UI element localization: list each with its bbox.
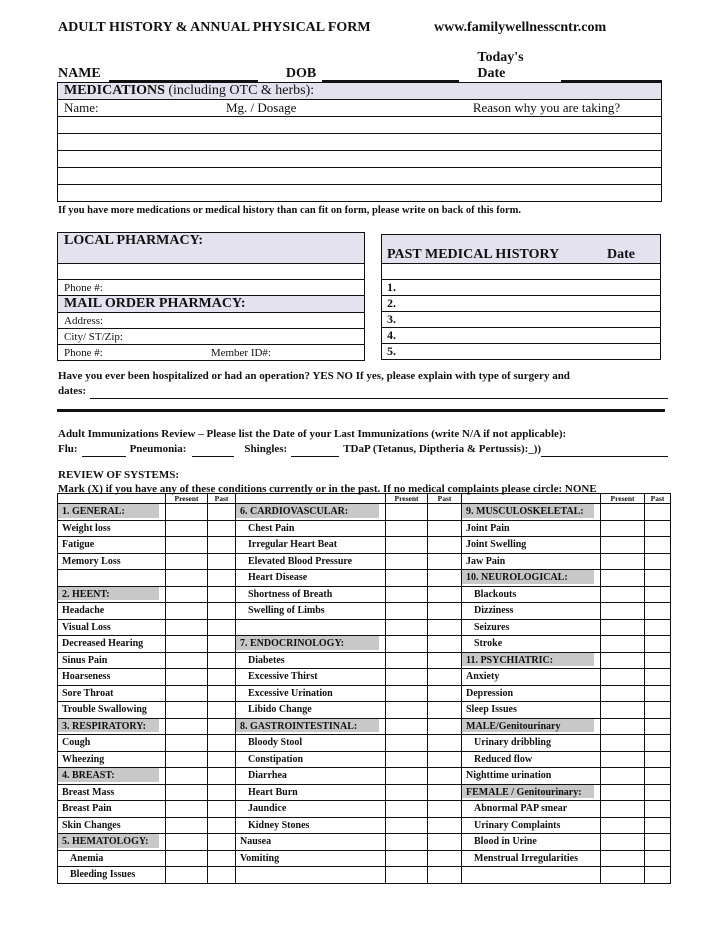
- present-checkbox[interactable]: [386, 834, 428, 851]
- present-checkbox[interactable]: [601, 504, 645, 521]
- past-checkbox[interactable]: [645, 537, 671, 554]
- present-checkbox[interactable]: [166, 636, 208, 653]
- dob-field[interactable]: [322, 66, 459, 82]
- ros-condition-label: Diarrhea: [236, 768, 386, 785]
- past-checkbox[interactable]: [208, 520, 236, 537]
- ros-blank-cell: [236, 619, 386, 636]
- present-checkbox[interactable]: [166, 850, 208, 867]
- immunizations-section: Adult Immunizations Review – Please list the Date of your Last Immunizations (write N/A if not applicable): Flu: Pneumonia: Shingles: TDaP (Tetanus, Diptheria & Pertussis):_)): [58, 427, 668, 457]
- past-checkbox[interactable]: [645, 652, 671, 669]
- past-checkbox[interactable]: [645, 636, 671, 653]
- present-checkbox[interactable]: [386, 867, 428, 884]
- present-checkbox[interactable]: [386, 537, 428, 554]
- ros-section-header: 6. CARDIOVASCULAR:: [236, 504, 386, 521]
- pmh-entry-row[interactable]: 5.: [382, 344, 661, 360]
- present-checkbox[interactable]: [386, 619, 428, 636]
- ros-condition-label: Chest Pain: [236, 520, 386, 537]
- present-checkbox[interactable]: [166, 685, 208, 702]
- present-checkbox[interactable]: [166, 867, 208, 884]
- pharmacy-table: [57, 232, 365, 361]
- section-divider: [57, 409, 665, 412]
- ros-row: [58, 768, 671, 785]
- present-checkbox[interactable]: [386, 520, 428, 537]
- local-pharmacy-field[interactable]: [58, 264, 365, 280]
- ros-condition-label: Constipation: [236, 751, 386, 768]
- present-checkbox[interactable]: [601, 652, 645, 669]
- past-checkbox[interactable]: [208, 801, 236, 818]
- past-checkbox[interactable]: [428, 784, 462, 801]
- present-checkbox[interactable]: [601, 751, 645, 768]
- past-checkbox[interactable]: [208, 834, 236, 851]
- ros-condition-label: Visual Loss: [58, 619, 166, 636]
- ros-section-header: 8. GASTROINTESTINAL:: [236, 718, 386, 735]
- past-checkbox[interactable]: [428, 751, 462, 768]
- present-checkbox[interactable]: [386, 801, 428, 818]
- present-checkbox[interactable]: [386, 850, 428, 867]
- ros-row: [58, 553, 671, 570]
- pmh-entry-row[interactable]: 2.: [382, 296, 661, 312]
- present-checkbox[interactable]: [166, 537, 208, 554]
- past-checkbox[interactable]: [208, 669, 236, 686]
- ros-condition-label: Joint Pain: [462, 520, 601, 537]
- past-checkbox[interactable]: [428, 834, 462, 851]
- present-checkbox[interactable]: [386, 685, 428, 702]
- past-header: Past: [208, 494, 236, 504]
- past-checkbox[interactable]: [208, 718, 236, 735]
- past-checkbox[interactable]: [645, 850, 671, 867]
- past-checkbox[interactable]: [208, 784, 236, 801]
- ros-condition-label: Blackouts: [462, 586, 601, 603]
- present-checkbox[interactable]: [601, 570, 645, 587]
- present-checkbox[interactable]: [601, 735, 645, 752]
- past-checkbox[interactable]: [208, 636, 236, 653]
- ros-section-header: 5. HEMATOLOGY:: [58, 834, 166, 851]
- past-checkbox[interactable]: [645, 718, 671, 735]
- present-checkbox[interactable]: [601, 718, 645, 735]
- ros-condition-label: Excessive Thirst: [236, 669, 386, 686]
- past-checkbox[interactable]: [208, 685, 236, 702]
- ros-condition-label: Dizziness: [462, 603, 601, 620]
- present-checkbox[interactable]: [601, 867, 645, 884]
- past-checkbox[interactable]: [208, 751, 236, 768]
- ros-row: [58, 586, 671, 603]
- ros-section-header: 9. MUSCULOSKELETAL:: [462, 504, 601, 521]
- name-field[interactable]: [109, 66, 258, 82]
- ros-condition-label: Seizures: [462, 619, 601, 636]
- dob-label: DOB: [285, 66, 317, 81]
- tdap-field[interactable]: [541, 446, 668, 457]
- present-checkbox[interactable]: [166, 603, 208, 620]
- ros-condition-label: Reduced flow: [462, 751, 601, 768]
- past-checkbox[interactable]: [645, 586, 671, 603]
- ros-instructions: Mark (X) if you have any of these conditions currently or in the past. If no medical complaints please circle: NONE: [58, 483, 597, 495]
- ros-section-header: 7. ENDOCRINOLOGY:: [236, 636, 386, 653]
- past-checkbox[interactable]: [428, 801, 462, 818]
- ros-blank-cell: [58, 570, 166, 587]
- present-checkbox[interactable]: [166, 652, 208, 669]
- ros-condition-label: Cough: [58, 735, 166, 752]
- ros-condition-label: Decreased Hearing: [58, 636, 166, 653]
- ros-row: [58, 834, 671, 851]
- past-medical-history-table: [381, 234, 661, 360]
- pmh-entry-row[interactable]: 3.: [382, 312, 661, 328]
- ros-condition-label: Depression: [462, 685, 601, 702]
- present-checkbox[interactable]: [386, 751, 428, 768]
- ros-condition-label: Headache: [58, 603, 166, 620]
- past-checkbox[interactable]: [428, 817, 462, 834]
- present-checkbox[interactable]: [601, 619, 645, 636]
- ros-row: [58, 817, 671, 834]
- ros-condition-label: Abnormal PAP smear: [462, 801, 601, 818]
- medication-entry-field[interactable]: [58, 117, 662, 134]
- ros-heading: [58, 468, 597, 496]
- ros-condition-label: Menstrual Irregularities: [462, 850, 601, 867]
- present-checkbox[interactable]: [166, 784, 208, 801]
- patient-id-row: [58, 50, 662, 82]
- ros-row: [58, 669, 671, 686]
- past-checkbox[interactable]: [645, 784, 671, 801]
- present-checkbox[interactable]: [386, 718, 428, 735]
- ros-condition-label: Trouble Swallowing: [58, 702, 166, 719]
- ros-condition-label: Breast Mass: [58, 784, 166, 801]
- present-checkbox[interactable]: [166, 619, 208, 636]
- ros-condition-label: Weight loss: [58, 520, 166, 537]
- mail-pharmacy-title: MAIL ORDER PHARMACY:: [58, 296, 365, 313]
- ros-condition-label: Urinary Complaints: [462, 817, 601, 834]
- med-col-reason: Reason why you are taking?: [432, 100, 662, 117]
- ros-condition-label: Memory Loss: [58, 553, 166, 570]
- med-col-dosage: Mg. / Dosage: [220, 100, 432, 117]
- pneumonia-field[interactable]: [192, 446, 234, 457]
- form-title: ADULT HISTORY & ANNUAL PHYSICAL FORM: [58, 20, 371, 35]
- ros-condition-label: Excessive Urination: [236, 685, 386, 702]
- ros-condition-label: Jaundice: [236, 801, 386, 818]
- ros-condition-label: Jaw Pain: [462, 553, 601, 570]
- medication-row[interactable]: [58, 151, 662, 168]
- ros-condition-label: Shortness of Breath: [236, 586, 386, 603]
- present-checkbox[interactable]: [166, 570, 208, 587]
- past-header: Past: [645, 494, 671, 504]
- past-checkbox[interactable]: [428, 735, 462, 752]
- present-checkbox[interactable]: [166, 702, 208, 719]
- past-checkbox[interactable]: [208, 586, 236, 603]
- local-pharmacy-title: LOCAL PHARMACY:: [58, 233, 365, 264]
- present-header: Present: [166, 494, 208, 504]
- ros-row: [58, 718, 671, 735]
- present-checkbox[interactable]: [386, 636, 428, 653]
- medication-entry-field[interactable]: [58, 151, 662, 168]
- past-checkbox[interactable]: [428, 702, 462, 719]
- pmh-entry-row[interactable]: 1.: [382, 280, 661, 296]
- present-checkbox[interactable]: [386, 652, 428, 669]
- ros-condition-label: Irregular Heart Beat: [236, 537, 386, 554]
- mail-phone-field[interactable]: Phone #: Member ID#:: [58, 345, 365, 361]
- immunizations-intro: Adult Immunizations Review – Please list the Date of your Last Immunizations (write N/A if not applicable):: [58, 428, 567, 440]
- present-checkbox[interactable]: [386, 504, 428, 521]
- medications-note: If you have more medications or medical history than can fit on form, please write on back of this form.: [58, 205, 522, 216]
- past-checkbox[interactable]: [428, 520, 462, 537]
- mail-city-field[interactable]: City/ ST/Zip:: [58, 329, 365, 345]
- ros-section-header: 1. GENERAL:: [58, 504, 166, 521]
- ros-row: [58, 570, 671, 587]
- past-checkbox[interactable]: [428, 504, 462, 521]
- present-checkbox[interactable]: [386, 570, 428, 587]
- medications-header: MEDICATIONS (including OTC & herbs):: [58, 83, 662, 100]
- pmh-blank-row[interactable]: [382, 264, 661, 280]
- review-of-systems-table: [57, 493, 671, 884]
- ros-row: [58, 603, 671, 620]
- ros-condition-label: Stroke: [462, 636, 601, 653]
- past-checkbox[interactable]: [645, 817, 671, 834]
- present-checkbox[interactable]: [166, 586, 208, 603]
- ros-condition-label: Anxiety: [462, 669, 601, 686]
- med-col-name: Name:: [58, 100, 221, 117]
- past-checkbox[interactable]: [645, 834, 671, 851]
- present-checkbox[interactable]: [601, 520, 645, 537]
- ros-row: [58, 652, 671, 669]
- past-checkbox[interactable]: [208, 817, 236, 834]
- past-checkbox[interactable]: [428, 718, 462, 735]
- ros-row: [58, 619, 671, 636]
- ros-condition-label: Diabetes: [236, 652, 386, 669]
- present-checkbox[interactable]: [386, 603, 428, 620]
- medication-entry-field[interactable]: [58, 168, 662, 185]
- ros-condition-label: Nausea: [236, 834, 386, 851]
- present-checkbox[interactable]: [601, 801, 645, 818]
- ros-row: [58, 735, 671, 752]
- present-checkbox[interactable]: [166, 735, 208, 752]
- ros-condition-label: Bleeding Issues: [58, 867, 166, 884]
- present-checkbox[interactable]: [386, 669, 428, 686]
- past-checkbox[interactable]: [208, 768, 236, 785]
- shingles-field[interactable]: [291, 446, 339, 457]
- ros-condition-label: Kidney Stones: [236, 817, 386, 834]
- present-checkbox[interactable]: [601, 784, 645, 801]
- present-checkbox[interactable]: [601, 603, 645, 620]
- present-checkbox[interactable]: [166, 553, 208, 570]
- present-checkbox[interactable]: [601, 834, 645, 851]
- past-checkbox[interactable]: [645, 603, 671, 620]
- past-checkbox[interactable]: [208, 867, 236, 884]
- present-checkbox[interactable]: [601, 553, 645, 570]
- medication-row[interactable]: [58, 117, 662, 134]
- present-checkbox[interactable]: [601, 702, 645, 719]
- ros-condition-label: Skin Changes: [58, 817, 166, 834]
- present-checkbox[interactable]: [601, 817, 645, 834]
- ros-section-header: MALE/Genitourinary: [462, 718, 601, 735]
- mail-address-field[interactable]: Address:: [58, 313, 365, 329]
- past-checkbox[interactable]: [428, 537, 462, 554]
- past-checkbox[interactable]: [645, 751, 671, 768]
- present-checkbox[interactable]: [166, 834, 208, 851]
- pmh-header: PAST MEDICAL HISTORY Date: [382, 235, 661, 264]
- present-checkbox[interactable]: [386, 735, 428, 752]
- past-checkbox[interactable]: [428, 586, 462, 603]
- past-checkbox[interactable]: [645, 553, 671, 570]
- past-checkbox[interactable]: [428, 867, 462, 884]
- ros-row: [58, 850, 671, 867]
- ros-row: [58, 537, 671, 554]
- ros-blank-header: [58, 494, 166, 504]
- present-checkbox[interactable]: [386, 553, 428, 570]
- past-checkbox[interactable]: [645, 867, 671, 884]
- ros-section-header: 11. PSYCHIATRIC:: [462, 652, 601, 669]
- ros-row: [58, 702, 671, 719]
- past-checkbox[interactable]: [208, 504, 236, 521]
- present-checkbox[interactable]: [601, 636, 645, 653]
- present-checkbox[interactable]: [601, 768, 645, 785]
- ros-section-header: 4. BREAST:: [58, 768, 166, 785]
- present-checkbox[interactable]: [386, 586, 428, 603]
- ros-row: [58, 867, 671, 884]
- local-phone-field[interactable]: Phone #:: [58, 280, 365, 296]
- past-checkbox[interactable]: [208, 537, 236, 554]
- ros-blank-cell: [462, 867, 601, 884]
- today-date-label: Today's Date: [477, 50, 524, 81]
- present-checkbox[interactable]: [166, 504, 208, 521]
- past-checkbox[interactable]: [428, 652, 462, 669]
- medication-entry-field[interactable]: [58, 134, 662, 151]
- medication-entry-field[interactable]: [58, 185, 662, 202]
- ros-condition-label: Urinary dribbling: [462, 735, 601, 752]
- past-checkbox[interactable]: [428, 768, 462, 785]
- present-checkbox[interactable]: [166, 669, 208, 686]
- present-checkbox[interactable]: [166, 768, 208, 785]
- past-checkbox[interactable]: [428, 619, 462, 636]
- past-checkbox[interactable]: [645, 504, 671, 521]
- present-checkbox[interactable]: [166, 718, 208, 735]
- ros-condition-label: Fatigue: [58, 537, 166, 554]
- past-checkbox[interactable]: [208, 553, 236, 570]
- ros-section-header: 3. RESPIRATORY:: [58, 718, 166, 735]
- ros-condition-label: Vomiting: [236, 850, 386, 867]
- ros-condition-label: Wheezing: [58, 751, 166, 768]
- past-checkbox[interactable]: [428, 685, 462, 702]
- ros-condition-label: Sleep Issues: [462, 702, 601, 719]
- present-checkbox[interactable]: [166, 520, 208, 537]
- ros-row: [58, 504, 671, 521]
- ros-condition-label: Nighttime urination: [462, 768, 601, 785]
- present-checkbox[interactable]: [386, 784, 428, 801]
- ros-section-header: 10. NEUROLOGICAL:: [462, 570, 601, 587]
- past-checkbox[interactable]: [428, 636, 462, 653]
- ros-row: [58, 685, 671, 702]
- past-checkbox[interactable]: [208, 652, 236, 669]
- past-checkbox[interactable]: [645, 702, 671, 719]
- past-checkbox[interactable]: [428, 850, 462, 867]
- ros-condition-label: Sore Throat: [58, 685, 166, 702]
- ros-row: [58, 636, 671, 653]
- medication-row[interactable]: [58, 134, 662, 151]
- ros-blank-header: [462, 494, 601, 504]
- ros-section-header: FEMALE / Genitourinary:: [462, 784, 601, 801]
- ros-condition-label: Libido Change: [236, 702, 386, 719]
- ros-row: [58, 751, 671, 768]
- present-checkbox[interactable]: [601, 850, 645, 867]
- ros-condition-label: Bloody Stool: [236, 735, 386, 752]
- member-id-label: Member ID#:: [210, 346, 271, 359]
- present-header: Present: [386, 494, 428, 504]
- ros-condition-label: Elevated Blood Pressure: [236, 553, 386, 570]
- past-checkbox[interactable]: [645, 619, 671, 636]
- ros-blank-header: [236, 494, 386, 504]
- present-checkbox[interactable]: [601, 586, 645, 603]
- ros-condition-label: Blood in Urine: [462, 834, 601, 851]
- past-checkbox[interactable]: [645, 685, 671, 702]
- present-checkbox[interactable]: [386, 768, 428, 785]
- past-checkbox[interactable]: [645, 669, 671, 686]
- ros-row: [58, 801, 671, 818]
- past-checkbox[interactable]: [208, 702, 236, 719]
- ros-condition-label: Sinus Pain: [58, 652, 166, 669]
- present-checkbox[interactable]: [601, 685, 645, 702]
- website-url: www.familywellnesscntr.com: [434, 20, 607, 35]
- ros-condition-label: Swelling of Limbs: [236, 603, 386, 620]
- ros-condition-label: Heart Disease: [236, 570, 386, 587]
- present-checkbox[interactable]: [601, 669, 645, 686]
- today-date-field[interactable]: [561, 66, 662, 82]
- pmh-date-label: Date: [607, 247, 635, 262]
- hospitalization-question: Have you ever been hospitalized or had an operation? YES NO If yes, please explain with type of surgery and dates:: [58, 369, 668, 399]
- medications-table: [57, 82, 662, 202]
- ros-condition-label: Heart Burn: [236, 784, 386, 801]
- past-checkbox[interactable]: [645, 801, 671, 818]
- ros-condition-label: Breast Pain: [58, 801, 166, 818]
- present-checkbox[interactable]: [166, 817, 208, 834]
- ros-title: REVIEW OF SYSTEMS:: [58, 469, 180, 481]
- ros-section-header: 2. HEENT:: [58, 586, 166, 603]
- ros-condition-label: Joint Swelling: [462, 537, 601, 554]
- flu-field[interactable]: [82, 446, 126, 457]
- ros-row: [58, 520, 671, 537]
- present-checkbox[interactable]: [386, 702, 428, 719]
- present-header: Present: [601, 494, 645, 504]
- present-checkbox[interactable]: [166, 801, 208, 818]
- past-checkbox[interactable]: [428, 603, 462, 620]
- past-header: Past: [428, 494, 462, 504]
- past-checkbox[interactable]: [208, 735, 236, 752]
- present-checkbox[interactable]: [386, 817, 428, 834]
- past-checkbox[interactable]: [428, 570, 462, 587]
- ros-condition-label: Hoarseness: [58, 669, 166, 686]
- medication-row[interactable]: [58, 168, 662, 185]
- past-checkbox[interactable]: [645, 735, 671, 752]
- past-checkbox[interactable]: [645, 768, 671, 785]
- past-checkbox[interactable]: [208, 570, 236, 587]
- past-checkbox[interactable]: [645, 570, 671, 587]
- present-checkbox[interactable]: [166, 751, 208, 768]
- past-checkbox[interactable]: [208, 603, 236, 620]
- pmh-entry-row[interactable]: 4.: [382, 328, 661, 344]
- ros-condition-label: Anemia: [58, 850, 166, 867]
- ros-blank-cell: [236, 867, 386, 884]
- past-checkbox[interactable]: [428, 553, 462, 570]
- past-checkbox[interactable]: [208, 619, 236, 636]
- past-checkbox[interactable]: [208, 850, 236, 867]
- medication-row[interactable]: [58, 185, 662, 202]
- ros-row: [58, 784, 671, 801]
- surgery-dates-field[interactable]: [90, 388, 668, 399]
- past-checkbox[interactable]: [428, 669, 462, 686]
- past-checkbox[interactable]: [645, 520, 671, 537]
- name-label: NAME: [58, 66, 101, 81]
- present-checkbox[interactable]: [601, 537, 645, 554]
